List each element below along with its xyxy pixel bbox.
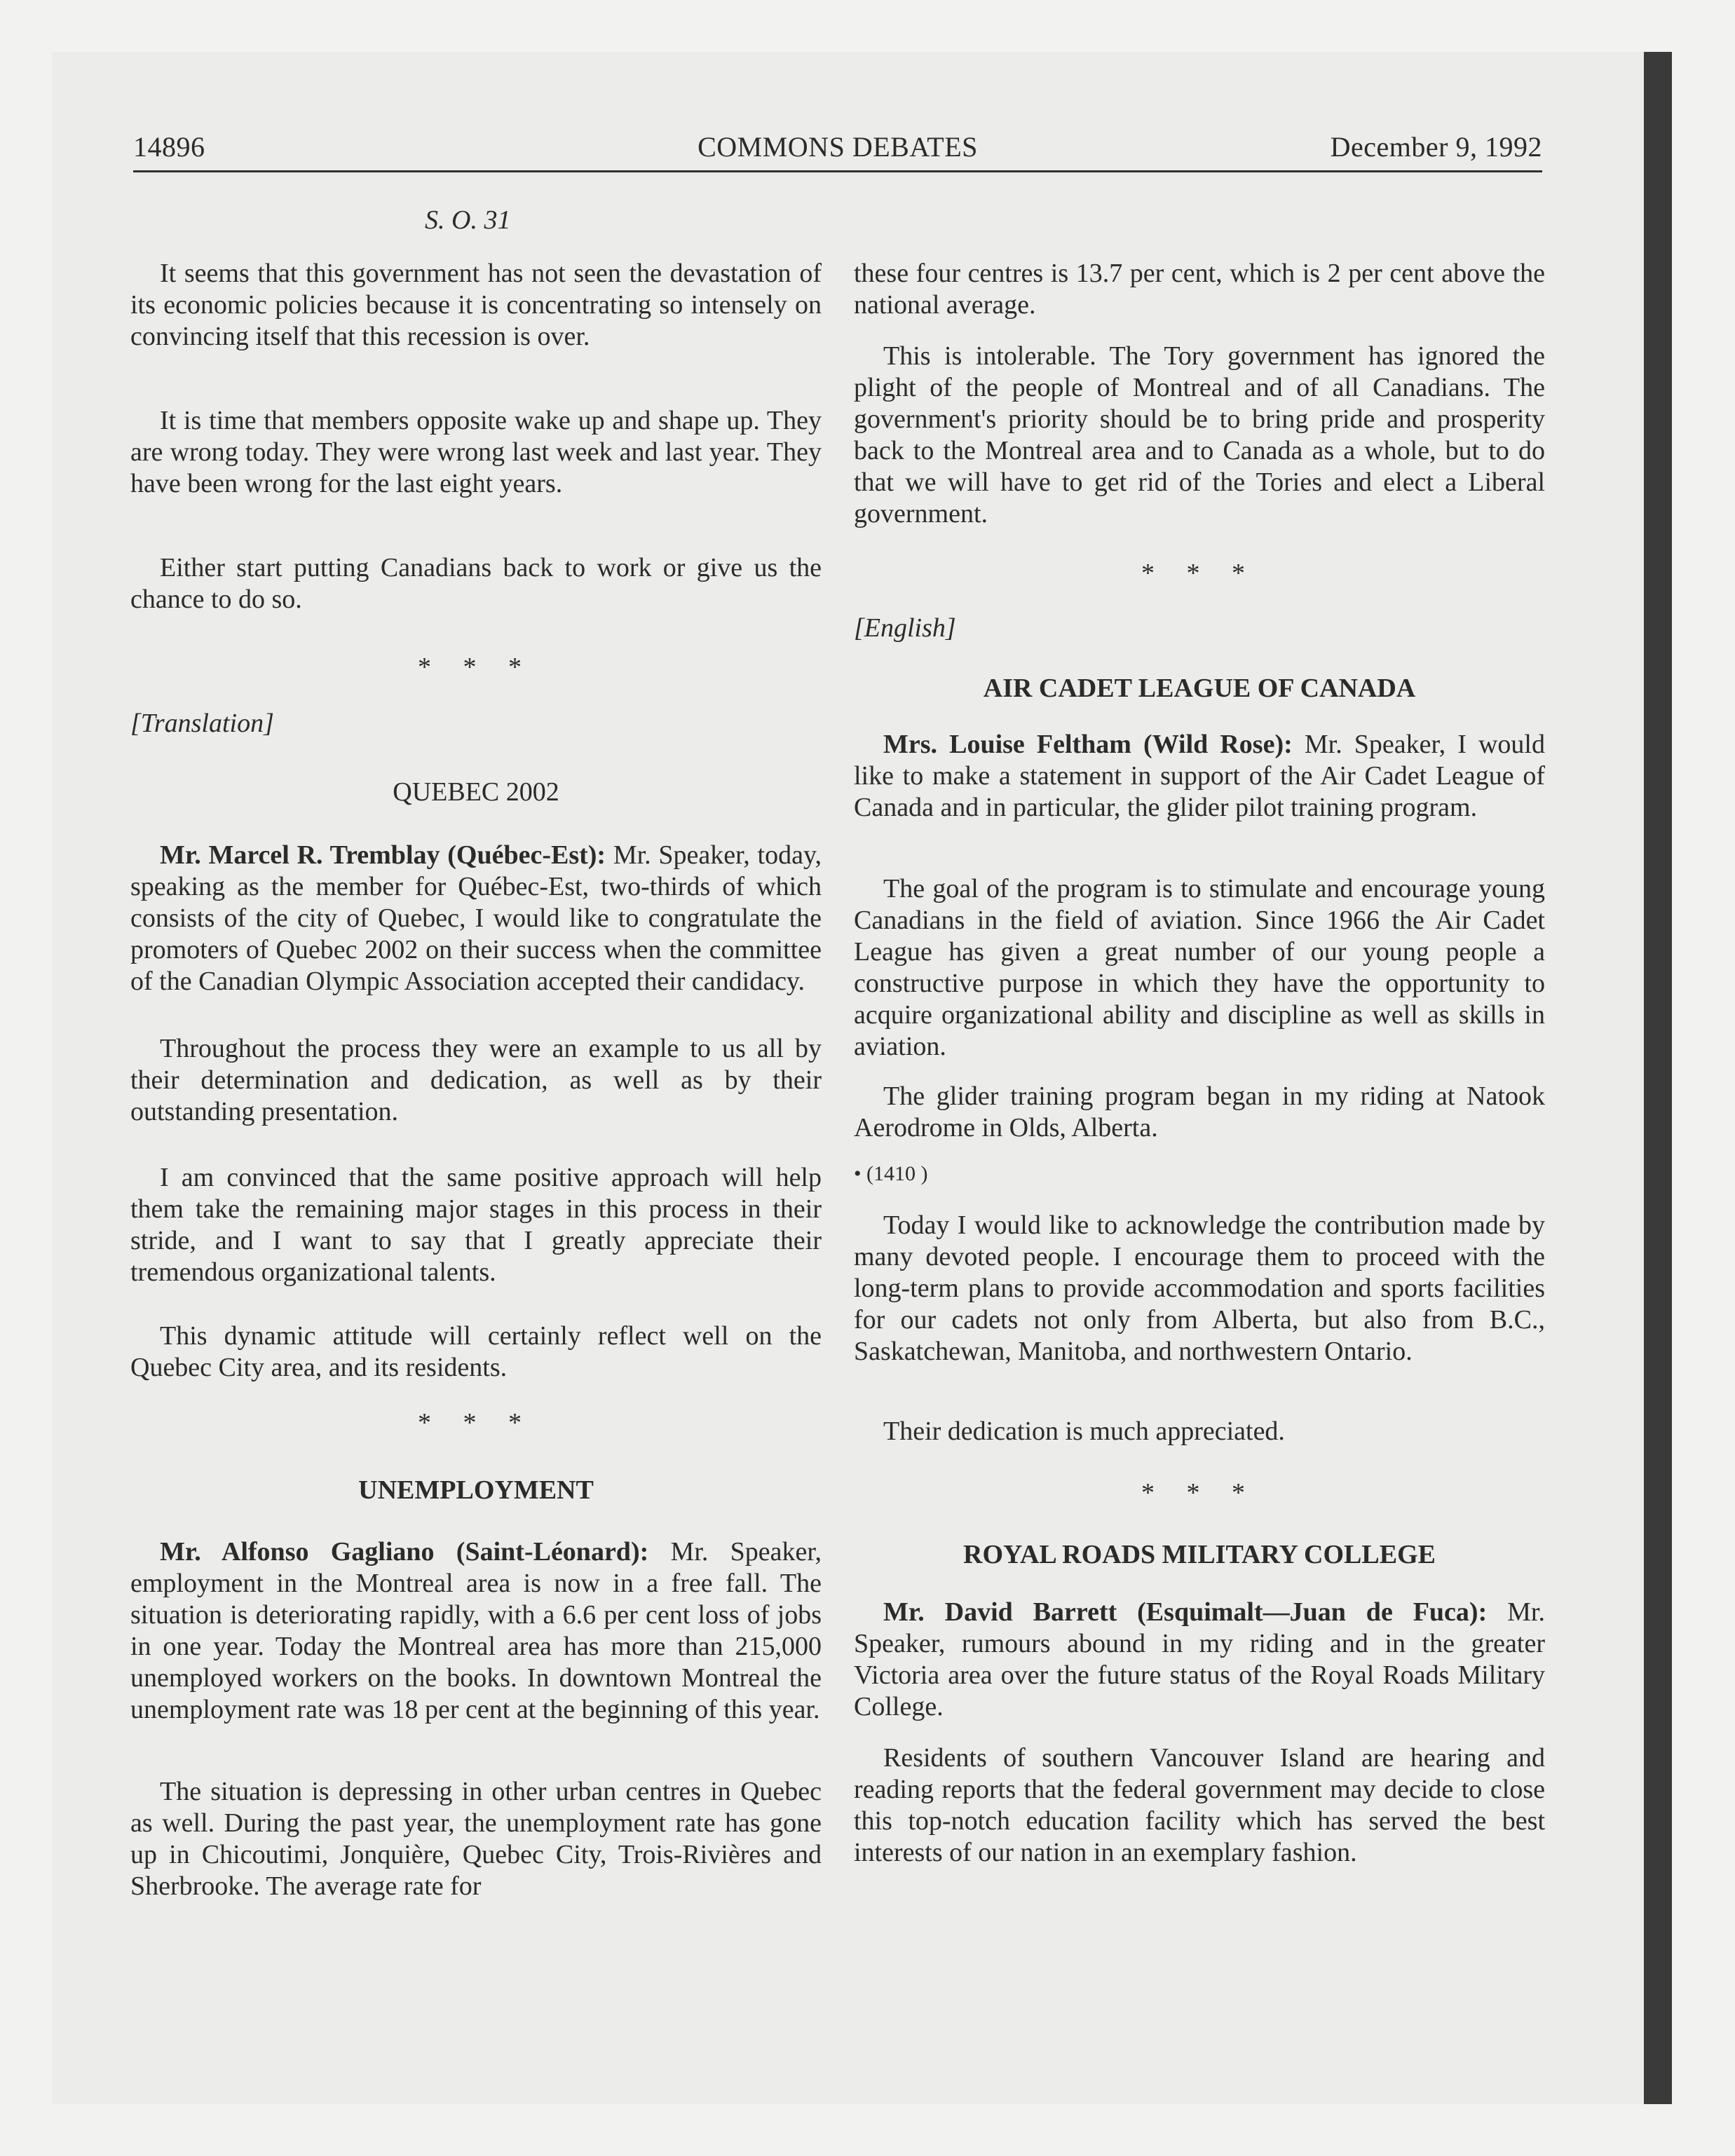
paragraph: I am convinced that the same positive approach will help them take the remaining major stages in this process in their stride, and I want to say that I greatly appreciate their tremendous organizational talents.	[130, 1163, 822, 1287]
paragraph: Throughout the process they were an example to us all by their determination and dedication, as well as by their outstanding presentation.	[130, 1034, 822, 1126]
speech-text: Mr. Speaker, rumours abound in my riding and in the greater Victoria area over the future status of the Royal Roads Military College.	[854, 1597, 1545, 1721]
paragraph: Today I would like to acknowledge the contribution made by many devoted people. I encourage them to proceed with the long-term plans to provide accommodation and sports facilities for our cadets not only from Alberta, but also from B.C., Saskatchewan, Manitoba, and northwestern Ontario.	[854, 1210, 1545, 1366]
scan-edge-bar	[1644, 52, 1672, 2104]
page-number: 14896	[133, 131, 205, 163]
speech-text: Mr. Speaker, employment in the Montreal area is now in a free fall. The situation is deteriorating rapidly, with a 6.6 per cent loss of jobs in one year. Today the Montreal area has more than 215,000 unemployed workers on the books. In downtown Montreal the unemployment rate was 18 per cent at the beginning of this year.	[130, 1537, 822, 1724]
standing-order-label: S. O. 31	[425, 205, 511, 235]
speech-quebec-2002	[130, 840, 822, 997]
section-separator: * * *	[1141, 1478, 1258, 1508]
speech-royal-roads	[854, 1597, 1545, 1723]
paragraph: The glider training program began in my riding at Natook Aerodrome in Olds, Alberta.	[854, 1082, 1545, 1142]
paragraph: The situation is depressing in other urban centres in Quebec as well. During the past year, the unemployment rate has gone up in Chicoutimi, Jonquière, Quebec City, Trois-Rivières and Sherbrooke. The average rate for	[130, 1777, 822, 1901]
section-heading-unemployment: UNEMPLOYMENT	[358, 1475, 594, 1505]
paragraph: Either start putting Canadians back to work or give us the chance to do so.	[130, 553, 822, 614]
publication-title: COMMONS DEBATES	[698, 131, 978, 163]
section-separator: * * *	[418, 1408, 534, 1438]
paragraph: This is intolerable. The Tory government has ignored the plight of the people of Montreal and of all Canadians. The government's priority should be to bring pride and prosperity back to the Montreal area and to Canada as a whole, but to do that we will have to get rid of the Tories and elect a Liberal government.	[854, 341, 1545, 528]
speech-air-cadet-league	[854, 729, 1545, 824]
paragraph: It is time that members opposite wake up and shape up. They are wrong today. They were wrong last week and last year. They have been wrong for the last eight years.	[130, 406, 822, 498]
paragraph: Their dedication is much appreciated.	[883, 1417, 1285, 1446]
section-separator: * * *	[1141, 559, 1258, 588]
time-marker: • (1410 )	[854, 1162, 928, 1185]
speaker-name: Mr. Marcel R. Tremblay (Québec-Est):	[160, 840, 606, 870]
speech-unemployment	[130, 1536, 822, 1726]
paragraph: The goal of the program is to stimulate and encourage young Canadians in the field of aviation. Since 1966 the Air Cadet League has given a great number of our young people a constructive purpose in which they have the opportunity to acquire organizational ability and discipline as well as skills in aviation.	[854, 874, 1545, 1061]
section-heading-air-cadet-league: AIR CADET LEAGUE OF CANADA	[983, 674, 1416, 703]
speaker-name: Mr. Alfonso Gagliano (Saint-Léonard):	[160, 1537, 649, 1567]
paragraph: these four centres is 13.7 per cent, which is 2 per cent above the national average.	[854, 259, 1545, 320]
english-label: [English]	[854, 613, 956, 643]
paragraph: Residents of southern Vancouver Island are hearing and reading reports that the federal government may decide to close this top-notch education facility which has served the best interests of our nation in an exemplary fashion.	[854, 1743, 1545, 1867]
speaker-name: Mr. David Barrett (Esquimalt—Juan de Fuca):	[883, 1597, 1488, 1627]
speech-text: Mr. Speaker, today, speaking as the member for Québec-Est, two-thirds of which consists of the city of Quebec, I would like to congratulate the promoters of Quebec 2002 on their success when the committee of the Canadian Olympic Association accepted their candidacy.	[130, 840, 822, 996]
speaker-name: Mrs. Louise Feltham (Wild Rose):	[883, 730, 1293, 759]
publication-date: December 9, 1992	[1330, 131, 1542, 163]
page-header	[133, 130, 1542, 174]
section-separator: * * *	[418, 653, 534, 682]
header-rule	[133, 170, 1542, 172]
paragraph: It seems that this government has not seen the devastation of its economic policies because it is concentrating so intensely on convincing itself that this recession is over.	[130, 259, 822, 351]
paragraph: This dynamic attitude will certainly reflect well on the Quebec City area, and its residents.	[130, 1321, 822, 1382]
translation-label: [Translation]	[130, 709, 274, 738]
section-heading-quebec-2002: QUEBEC 2002	[393, 777, 559, 807]
section-heading-royal-roads: ROYAL ROADS MILITARY COLLEGE	[963, 1540, 1436, 1569]
speech-text: Mr. Speaker, I would like to make a statement in support of the Air Cadet League of Canada and in particular, the glider pilot training program.	[854, 730, 1545, 822]
